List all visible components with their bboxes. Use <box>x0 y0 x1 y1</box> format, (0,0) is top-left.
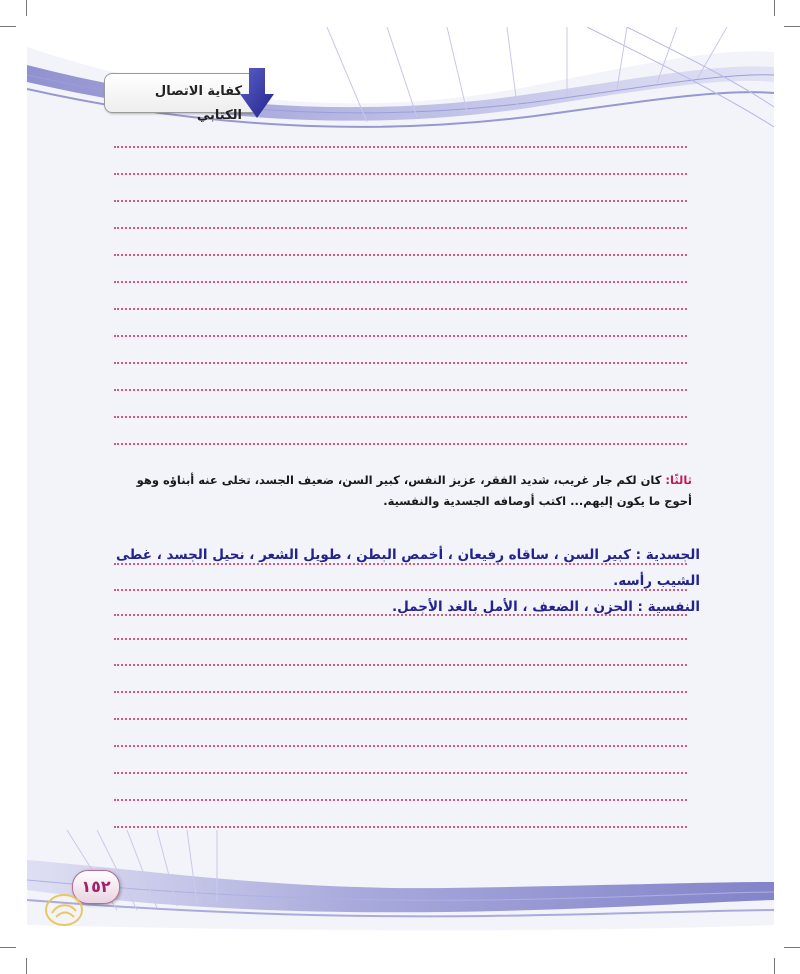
publisher-logo-icon <box>44 893 84 927</box>
question-text: كان لكم جار غريب، شديد الفقر، عزيز النفس، كبير السن، ضعيف الجسد، تخلى عنه أبناؤه وهو أحوج ما يكون إليهم... اكتب أوصافه الجسدية والنفسية. <box>136 473 692 508</box>
crop-mark <box>784 26 800 27</box>
crop-mark <box>784 947 800 948</box>
dotted-writing-line <box>114 691 687 693</box>
crop-mark <box>774 0 775 16</box>
crop-mark <box>0 947 16 948</box>
section-title: كفاية الاتصال الكتابي <box>154 84 242 123</box>
question-label: ثالثًا: <box>665 473 692 487</box>
page-number-badge: ١٥٢ <box>72 870 120 904</box>
answer-line-physical-continued: الشيب رأسه. <box>613 573 700 589</box>
crop-mark <box>0 26 16 27</box>
dotted-writing-line <box>114 799 687 801</box>
dotted-writing-line <box>114 718 687 720</box>
dotted-writing-line <box>114 664 687 666</box>
dotted-writing-line <box>114 772 687 774</box>
dotted-writing-line <box>114 745 687 747</box>
footer-swoosh-decoration <box>27 830 774 947</box>
answer-line-physical: الجسدية : كبير السن ، ساقاه رفيعان ، أخمص البطن ، طويل الشعر ، نحيل الجسد ، غطى <box>115 547 700 563</box>
dotted-writing-line <box>114 826 687 828</box>
crop-mark <box>774 958 775 974</box>
answer-line-psychological: النفسية : الحزن ، الضعف ، الأمل بالغد الأجمل. <box>391 599 700 615</box>
dotted-writing-line <box>114 638 687 640</box>
crop-mark <box>26 958 27 974</box>
crop-mark <box>26 0 27 16</box>
writing-lines-lower <box>114 0 687 840</box>
